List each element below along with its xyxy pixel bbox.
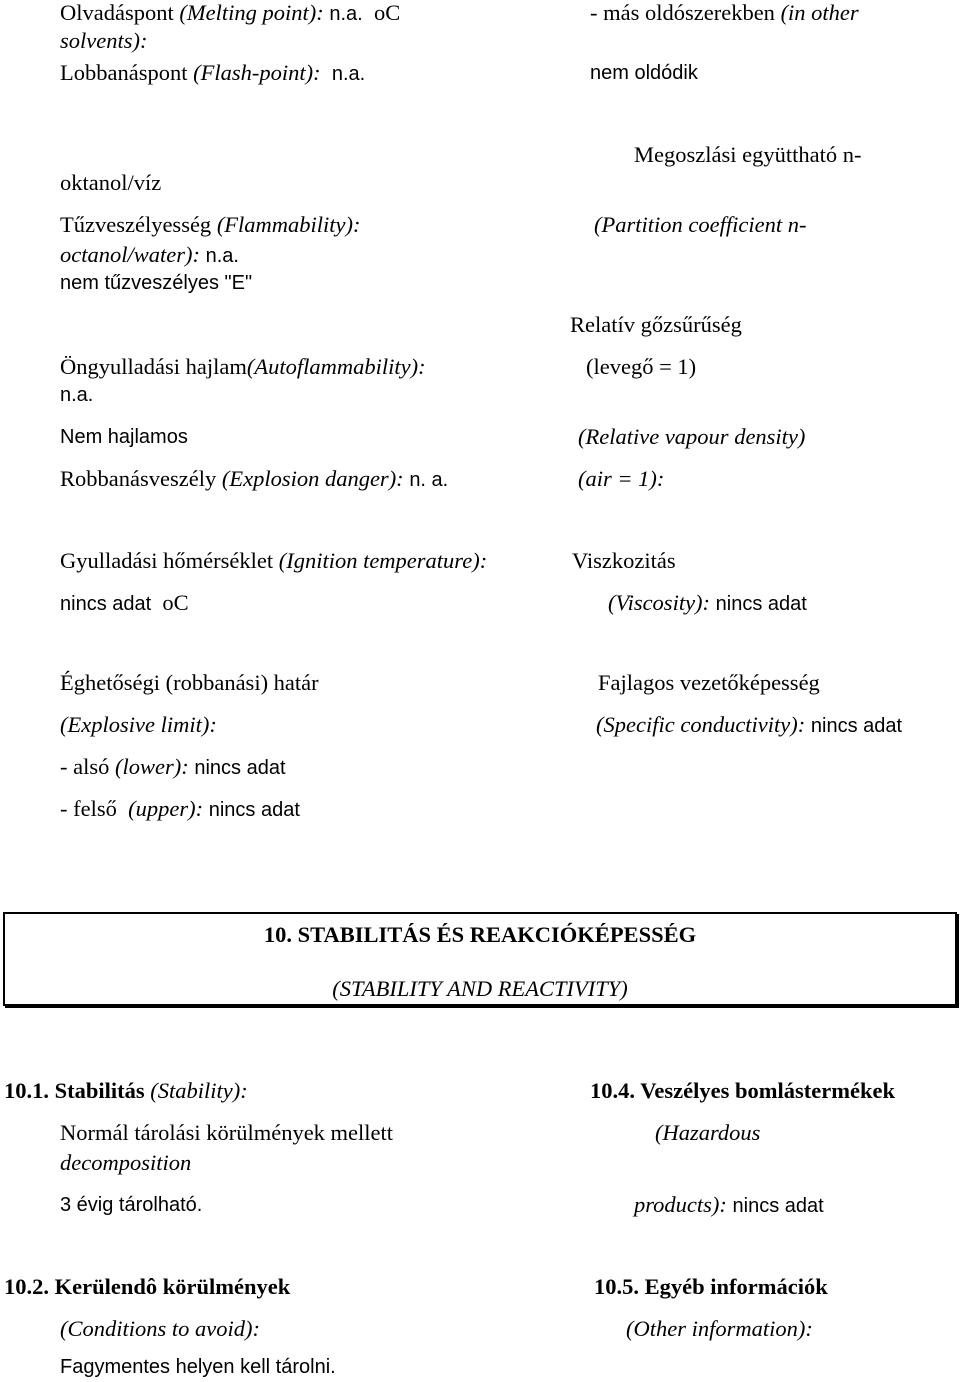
autoflam-line	[60, 354, 426, 380]
flammability-line	[60, 212, 361, 238]
s10-1-text-a: Normál tárolási körülmények mellett	[60, 1120, 394, 1145]
solvents-line	[590, 0, 859, 26]
s10-5-number: 10.5.	[594, 1274, 639, 1299]
s10-2-en: (Conditions to avoid):	[60, 1316, 260, 1341]
viscosity-label: Viszkozitás	[572, 548, 676, 573]
s10-4-label: Veszélyes bomlástermékek	[640, 1078, 895, 1103]
partition-en-a: (Partition coefficient n-	[594, 212, 807, 237]
melting-point-line	[60, 0, 400, 26]
explosion-en: (Explosion danger):	[221, 466, 404, 491]
upper-en: (upper):	[128, 796, 204, 821]
ignition-line	[60, 548, 487, 574]
vapour-label-a: Relatív gőzsűrűség	[570, 312, 742, 337]
section-10-title: 10. STABILITÁS ÉS REAKCIÓKÉPESSÉG	[263, 922, 697, 947]
partition-label-b: oktanol/víz	[60, 170, 162, 195]
ignition-value-line	[60, 590, 189, 616]
flammability-label: Tűzveszélyesség	[60, 212, 212, 237]
autoflam-en: (Autoflammability):	[246, 354, 426, 379]
vapour-en-a: (Relative vapour density)	[578, 424, 806, 449]
viscosity-line	[608, 590, 807, 616]
partition-label-a: Megoszlási együttható n-	[634, 142, 862, 167]
autoflam-value-b: Nem hajlamos	[60, 426, 188, 448]
lower-limit-line	[60, 754, 286, 780]
autoflam-value-a: n.a.	[60, 384, 94, 406]
solvents-en-a: (in other	[780, 0, 859, 25]
flammability-value: nem tűzveszélyes "E"	[60, 272, 253, 294]
s10-4-value: nincs adat	[732, 1195, 824, 1217]
s10-5-en: (Other information):	[626, 1316, 813, 1341]
s10-2-number: 10.2.	[4, 1274, 49, 1299]
s10-5-heading	[594, 1274, 828, 1300]
vapour-en-b: (air = 1):	[578, 466, 665, 491]
lower-value: nincs adat	[194, 757, 286, 779]
partition-en-b: octanol/water):	[60, 242, 200, 267]
s10-4-en-b: decomposition	[60, 1150, 192, 1175]
s10-1-label: Stabilitás	[54, 1078, 145, 1103]
ignition-value: nincs adat	[60, 593, 152, 615]
solvents-value: nem oldódik	[590, 62, 698, 84]
viscosity-en: (Viscosity):	[608, 590, 711, 615]
flash-value: n.a.	[331, 63, 366, 85]
explosion-value: n. a.	[409, 469, 449, 491]
viscosity-value: nincs adat	[715, 593, 807, 615]
s10-4-heading	[590, 1078, 895, 1104]
explosion-label: Robbanásveszély	[60, 466, 217, 491]
flash-point-line	[60, 60, 365, 86]
melting-en: (Melting point):	[179, 0, 324, 25]
s10-4-products-line	[634, 1192, 824, 1218]
explosive-limit-en: (Explosive limit):	[60, 712, 217, 737]
partition-line-b	[60, 242, 239, 268]
upper-value: nincs adat	[208, 799, 300, 821]
upper-label: - felső	[60, 796, 117, 821]
s10-1-heading	[4, 1078, 248, 1104]
s10-4-number: 10.4.	[590, 1078, 635, 1103]
s10-1-en: (Stability):	[150, 1078, 248, 1103]
s10-1-text-b: 3 évig tárolható.	[60, 1194, 203, 1216]
conductivity-line	[596, 712, 902, 738]
ignition-label: Gyulladási hőmérséklet	[60, 548, 274, 573]
conductivity-en: (Specific conductivity):	[596, 712, 806, 737]
ignition-en: (Ignition temperature):	[278, 548, 488, 573]
flammability-en: (Flammability):	[216, 212, 361, 237]
solvents-prefix: - más oldószerekben	[590, 0, 775, 25]
melting-unit: oC	[373, 0, 401, 25]
section-10-header-box	[3, 912, 957, 1006]
ignition-unit: oC	[162, 590, 189, 615]
flash-label: Lobbanáspont	[60, 60, 188, 85]
s10-1-number: 10.1.	[4, 1078, 49, 1103]
s10-2-label: Kerülendô körülmények	[54, 1274, 291, 1299]
lower-label: - alsó	[60, 754, 110, 779]
conductivity-label: Fajlagos vezetőképesség	[598, 670, 820, 695]
conductivity-value: nincs adat	[810, 715, 903, 737]
autoflam-label: Öngyulladási hajlam	[60, 354, 247, 379]
melting-label: Olvadáspont	[60, 0, 174, 25]
s10-2-heading	[4, 1274, 290, 1300]
explosive-limit-label: Éghetőségi (robbanási) határ	[60, 670, 319, 695]
upper-limit-line	[60, 796, 300, 822]
lower-en: (lower):	[115, 754, 189, 779]
s10-5-label: Egyéb információk	[644, 1274, 828, 1299]
explosion-line	[60, 466, 448, 492]
partition-value: n.a.	[205, 245, 239, 267]
s10-4-en-c: products):	[634, 1192, 727, 1217]
section-10-subtitle: (STABILITY AND REACTIVITY)	[332, 976, 628, 1001]
flash-en: (Flash-point):	[193, 60, 321, 85]
melting-value: n.a.	[329, 3, 363, 25]
vapour-label-b: (levegő = 1)	[586, 354, 697, 379]
solvents-en-b: solvents):	[60, 28, 148, 53]
s10-2-text: Fagymentes helyen kell tárolni.	[60, 1356, 336, 1378]
s10-4-en-a: (Hazardous	[655, 1120, 761, 1145]
